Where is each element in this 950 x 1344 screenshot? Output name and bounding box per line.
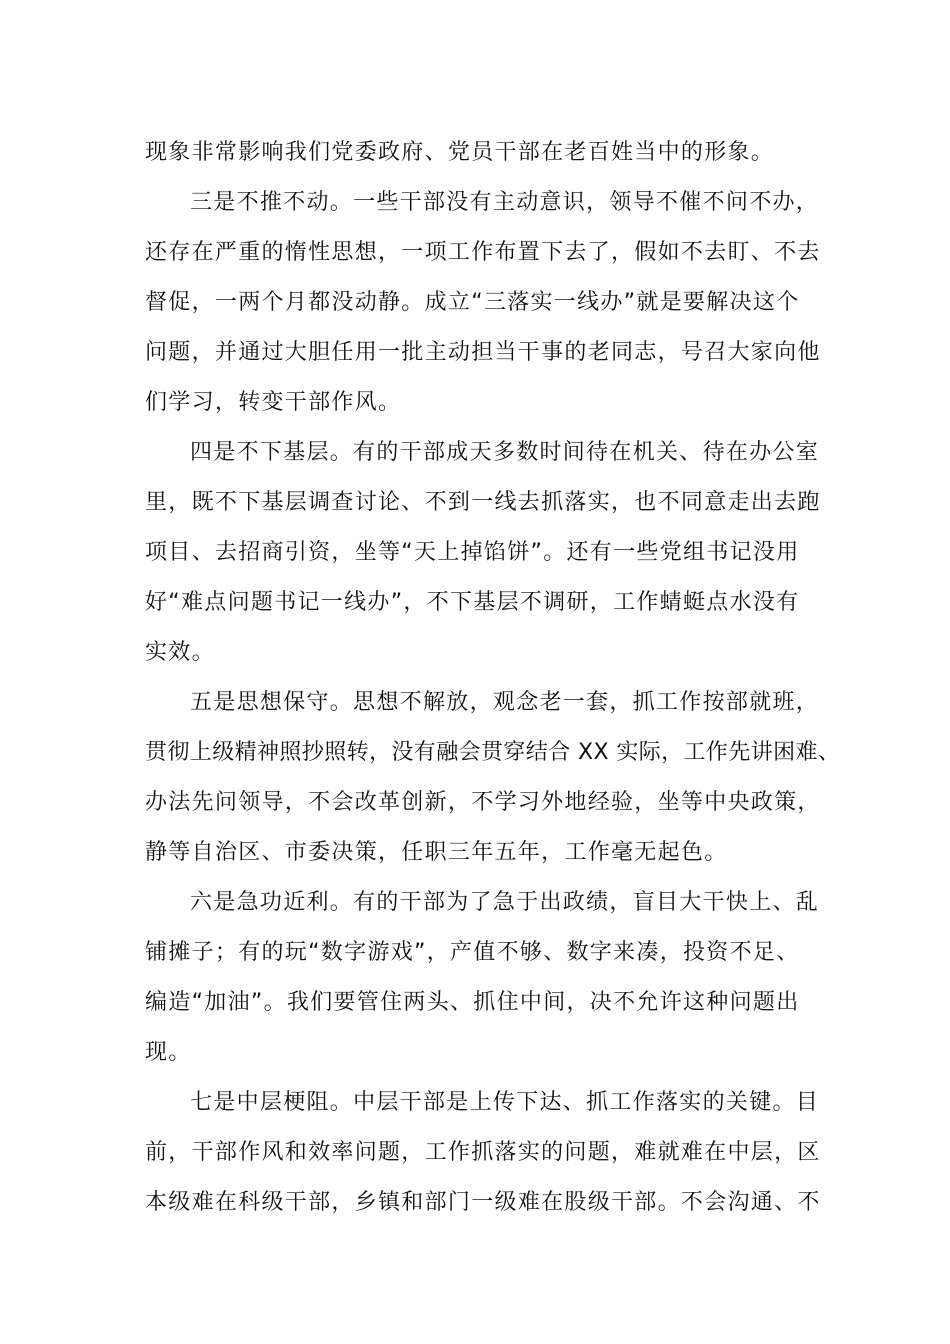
text-line-11: 实效。 [145,640,215,665]
text-line-21: 前，干部作风和效率问题，工作抓落实的问题，难就难在中层，区 [145,1140,821,1165]
text-line-19: 现。 [145,1040,192,1065]
text-line-14: 办法先问领导，不会改革创新，不学习外地经验，坐等中央政策， [145,790,821,815]
paragraph-3-first-line: 三是不推不动。一些干部没有主动意识，领导不催不问不办， [190,190,820,215]
text-line-13: 贯彻上级精神照抄照转，没有融会贯穿结合 XX 实际，工作先讲困难、 [145,740,841,765]
text-line-8: 里，既不下基层调查讨论、不到一线去抓落实，也不同意走出去跑 [145,490,821,515]
paragraph-6-first-line: 六是急功近利。有的干部为了急于出政绩，盲目大干快上、乱 [190,890,820,915]
paragraph-7-first-line: 七是中层梗阻。中层干部是上传下达、抓工作落实的关键。目 [190,1090,820,1115]
paragraph-5-first-line: 五是思想保守。思想不解放，观念老一套，抓工作按部就班， [190,690,820,715]
text-line-4: 督促，一两个月都没动静。成立“三落实一线办”就是要解决这个 [145,290,800,315]
text-line-18: 编造“加油”。我们要管住两头、抓住中间，决不允许这种问题出 [145,990,800,1015]
paragraph-4-first-line: 四是不下基层。有的干部成天多数时间待在机关、待在办公室 [190,440,820,465]
text-line-3: 还存在严重的惰性思想，一项工作布置下去了，假如不去盯、不去 [145,240,821,265]
text-line-9: 项目、去招商引资，坐等“天上掉馅饼”。还有一些党组书记没用 [145,540,800,565]
text-line-22: 本级难在科级干部，乡镇和部门一级难在股级干部。不会沟通、不 [145,1190,821,1215]
text-line-17: 铺摊子；有的玩“数字游戏”，产值不够、数字来凑，投资不足、 [145,940,800,965]
text-line-15: 静等自治区、市委决策，任职三年五年，工作毫无起色。 [145,840,728,865]
text-line-10: 好“难点问题书记一线办”，不下基层不调研，工作蜻蜓点水没有 [145,590,800,615]
text-line-5: 问题，并通过大胆任用一批主动担当干事的老同志，号召大家向他 [145,340,821,365]
text-line-1: 现象非常影响我们党委政府、党员干部在老百姓当中的形象。 [145,140,775,165]
text-line-6: 们学习，转变干部作风。 [145,390,402,415]
